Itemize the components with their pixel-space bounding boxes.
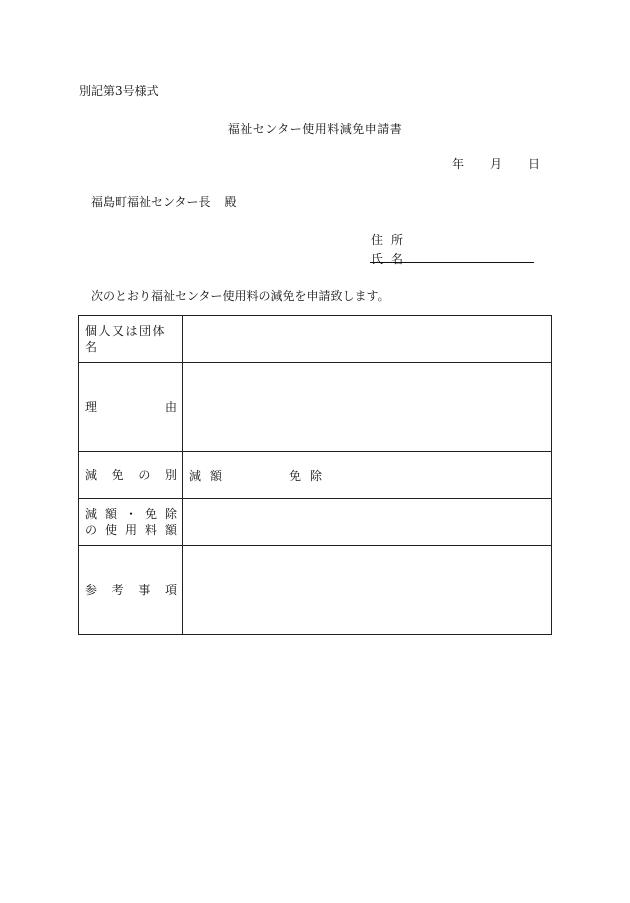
spread-label xyxy=(85,582,177,598)
label-char: 使 xyxy=(104,523,117,537)
addressee-name: 福島町福祉センター長 xyxy=(91,195,211,209)
field-fee-amount[interactable] xyxy=(183,499,552,546)
field-remarks[interactable] xyxy=(183,546,552,635)
label-reason xyxy=(79,363,183,452)
label-char: 額 xyxy=(104,507,117,521)
applicant-name-underline[interactable] xyxy=(370,262,534,263)
label-char: 参 xyxy=(85,583,98,597)
application-table xyxy=(78,315,552,635)
label-char: の xyxy=(85,523,98,537)
label-char: 項 xyxy=(164,583,177,597)
application-statement: 次のとおり福祉センター使用料の減免を申請致します。 xyxy=(91,289,390,303)
field-applicant-name[interactable] xyxy=(183,316,552,363)
label-char: 除 xyxy=(164,507,177,521)
option-exemption[interactable]: 免除 xyxy=(289,468,332,483)
table-row-fee-amount xyxy=(79,499,552,546)
spread-label xyxy=(85,467,177,483)
label-char: 別 xyxy=(164,468,177,482)
label-char: 事 xyxy=(138,583,151,597)
spread-label xyxy=(85,506,177,522)
label-char: 免 xyxy=(144,507,157,521)
field-reason[interactable] xyxy=(183,363,552,452)
addressee-honorific: 殿 xyxy=(224,195,237,209)
label-char: の xyxy=(138,468,151,482)
label-char: 用 xyxy=(124,523,137,537)
spread-label xyxy=(85,399,177,415)
applicant-name-label: 氏名 xyxy=(371,252,412,266)
label-remarks xyxy=(79,546,183,635)
spread-label xyxy=(85,522,177,538)
label-text: 個人又は団体名 xyxy=(85,324,167,354)
table-row-remarks xyxy=(79,546,552,635)
label-reduction-type xyxy=(79,452,183,499)
option-reduction[interactable]: 減額 xyxy=(189,468,232,483)
label-char: 考 xyxy=(111,583,124,597)
label-char: 免 xyxy=(111,468,124,482)
label-char: 料 xyxy=(144,523,157,537)
label-char: 由 xyxy=(164,400,177,414)
label-applicant-name xyxy=(79,316,183,363)
table-row-reason xyxy=(79,363,552,452)
label-char: 額 xyxy=(164,523,177,537)
date-row xyxy=(452,155,540,172)
form-number: 別記第3号様式 xyxy=(79,84,159,98)
table-row-applicant xyxy=(79,316,552,363)
label-char: 減 xyxy=(85,507,98,521)
date-month-label: 月 xyxy=(490,157,503,171)
date-year-label: 年 xyxy=(452,157,465,171)
date-day-label: 日 xyxy=(528,157,541,171)
label-fee-amount xyxy=(79,499,183,546)
label-char: ・ xyxy=(124,507,137,521)
label-char: 減 xyxy=(85,468,98,482)
applicant-address-label: 住所 xyxy=(371,233,412,247)
document-title: 福祉センター使用料減免申請書 xyxy=(227,122,403,136)
table-row-reduction-type xyxy=(79,452,552,499)
field-reduction-type xyxy=(183,452,552,499)
addressee xyxy=(91,193,237,210)
label-char: 理 xyxy=(85,400,98,414)
